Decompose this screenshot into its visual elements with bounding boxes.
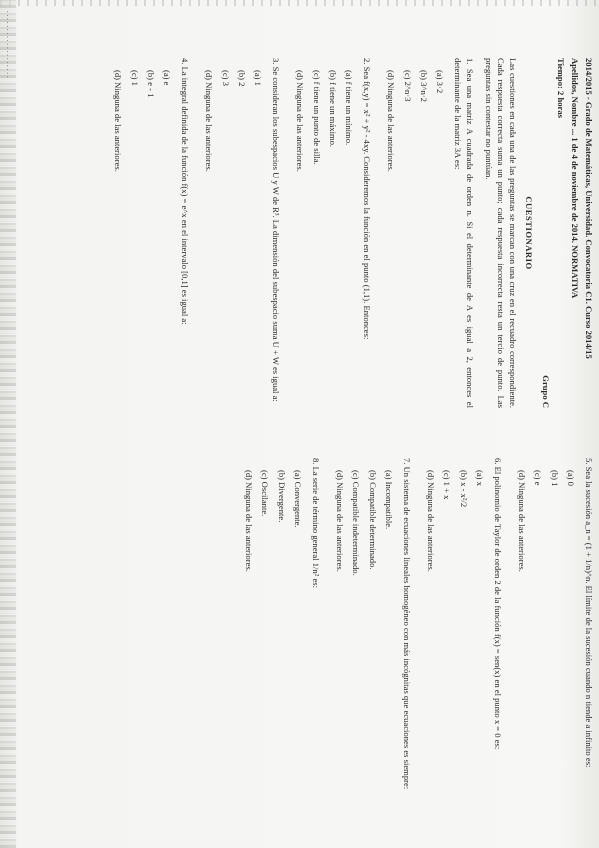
question-2-option: (d) Ninguna de las anteriores.	[295, 70, 306, 172]
question-4-option: (c) 1	[129, 70, 140, 86]
question-6-option: (d) Ninguna de las anteriores.	[426, 470, 437, 572]
question-3: 3. Se consideran los subespacios U y W de R³. La dimensión del subespacio suma U + W es igual a:	[271, 58, 282, 402]
header-line-2: Apellidos, Nombre ... 1 de 4 de noviembre de 2014. NORMATIVA	[569, 58, 580, 299]
question-6-option: (a) x	[474, 470, 485, 486]
question-6: 6. El polinomio de Taylor de orden 2 de la función f(x) = sen(x) en el punto x = 0 es:	[492, 458, 503, 750]
question-7-option: (c) Compatible indeterminado.	[351, 470, 362, 576]
question-8-option: (a) Convergente.	[292, 470, 303, 528]
question-8-option: (b) Divergente.	[276, 470, 287, 523]
header-line-3: Tiempo: 2 horas	[555, 58, 566, 119]
question-3-option: (c) 3	[220, 70, 231, 86]
question-8-option: (d) Ninguna de las anteriores.	[244, 470, 255, 572]
question-2-option: (a) f tiene un mínimo.	[343, 70, 354, 146]
question-1-option: (d) Ninguna de las anteriores.	[386, 70, 397, 172]
question-5-option: (c) e	[533, 470, 544, 486]
header-group: Grupo C	[541, 375, 552, 408]
question-1: 1. Sea una matriz A cuadrada de orden n. Si el determinante de A es igual a 2, entonces el determinante de la matriz 3A es:	[453, 58, 476, 408]
exam-title: CUESTIONARIO	[524, 196, 535, 270]
question-1-option: (b) 3^n·2	[418, 70, 429, 102]
question-5: 5. Sea la sucesión a_n = (1 + 1/n)^n. El límite de la sucesión cuando n tiende a infinito es:	[584, 458, 594, 768]
question-3-option: (b) 2	[236, 70, 247, 87]
question-8-option: (c) Oscilante.	[260, 470, 271, 517]
question-7-option: (d) Ninguna de las anteriores.	[335, 470, 346, 572]
question-1-option: (c) 2^n·3	[402, 70, 413, 102]
question-5-option: (a) 0	[565, 470, 576, 486]
question-5-option: (d) Ninguna de las anteriores.	[517, 470, 528, 572]
question-2-option: (c) f tiene un punto de silla.	[311, 70, 322, 165]
question-4: 4. La integral definida de la función f(x) = e^x en el intervalo [0,1] es igual a:	[180, 58, 191, 325]
question-2-option: (b) f tiene un máximo.	[327, 70, 338, 148]
question-7-option: (b) Compatible determinado.	[367, 470, 378, 570]
question-4-option: (d) Ninguna de las anteriores.	[113, 70, 124, 172]
scan-noise-top	[0, 0, 599, 6]
question-8: 8. La serie de término general 1/n² es:	[310, 458, 321, 589]
header-line-1: 2014/2015 - Grado de Matemáticas, Universidad. Convocatoria C1. Curso 2014/15	[584, 58, 594, 359]
rotated-exam-sheet	[35, 58, 595, 818]
question-7: 7. Un sistema de ecuaciones lineales homogéneo con más incógnitas que ecuaciones es siempre:	[401, 458, 412, 790]
instructions: Las cuestiones en cada una de las preguntas se marcan con una cruz en el recuadro correspondiente. Cada respuesta correcta suma un punto; cada respuesta incorrecta resta un tercio de punto. Las preguntas sin contestar no puntúan.	[483, 58, 518, 408]
question-3-option: (d) Ninguna de las anteriores.	[204, 70, 215, 172]
question-4-option: (b) e - 1	[145, 70, 156, 98]
question-2: 2. Sea f(x,y) = x² + y² - 4xy. Consideremos la función en el punto (1,1). Entonces:	[362, 58, 373, 340]
question-1-option: (a) 3·2	[434, 70, 445, 94]
question-6-option: (b) x - x²/2	[458, 470, 469, 508]
left-column	[108, 58, 595, 408]
question-3-option: (a) 1	[252, 70, 263, 86]
question-7-option: (a) Incompatible.	[383, 470, 394, 530]
question-5-option: (b) 1	[549, 470, 560, 487]
right-column	[239, 458, 595, 808]
question-4-option: (a) e	[161, 70, 172, 86]
side-margin-label: ...................	[5, 10, 12, 79]
question-6-option: (c) 1 + x	[442, 470, 453, 500]
